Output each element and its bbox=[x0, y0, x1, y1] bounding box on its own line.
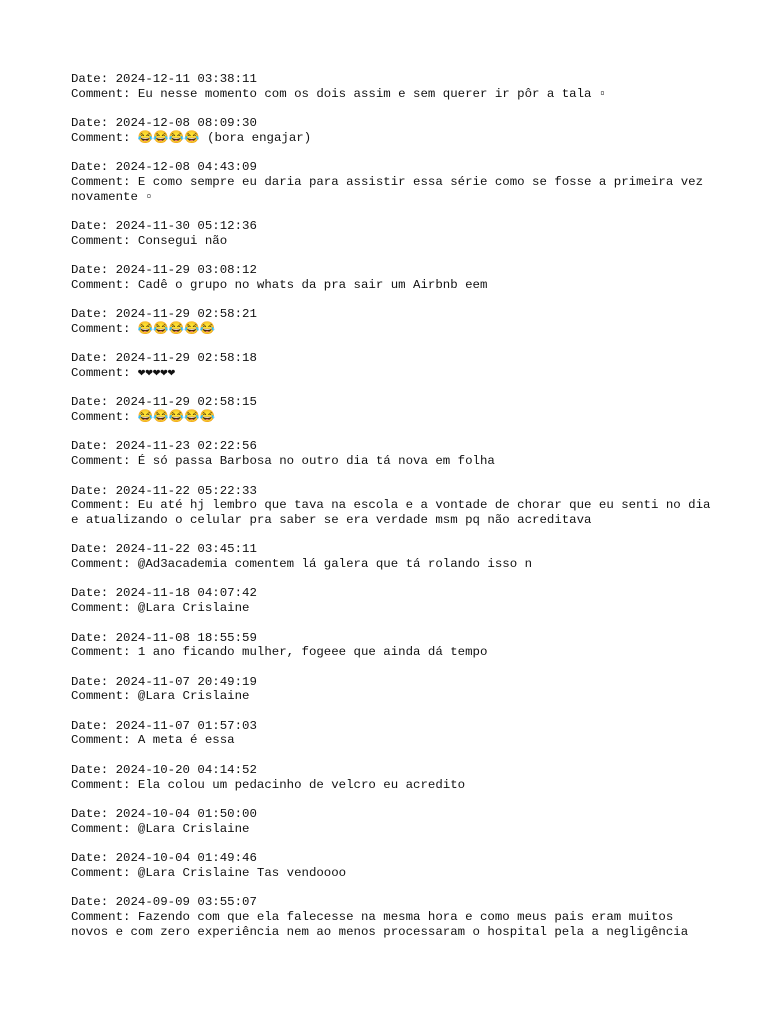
comment-label: Comment: bbox=[71, 86, 138, 101]
comment-text: Consegui não bbox=[137, 233, 228, 248]
comment-entry bbox=[71, 483, 718, 528]
date-label: Date: bbox=[71, 307, 116, 322]
date-value: 2024-12-08 08:09:30 bbox=[115, 116, 257, 131]
comment-entry bbox=[71, 72, 711, 101]
comment-entry bbox=[71, 807, 711, 836]
date-label: Date: bbox=[71, 762, 116, 777]
comment-label: Comment: bbox=[71, 777, 138, 792]
date-value: 2024-11-29 02:58:21 bbox=[115, 307, 257, 322]
date-value: 2024-11-30 05:12:36 bbox=[115, 218, 257, 233]
comment-text: E como sempre eu daria para assistir essa série como se fosse a primeira vez novamente ▫ bbox=[71, 174, 711, 204]
date-value: 2024-11-22 03:45:11 bbox=[115, 542, 257, 557]
date-line bbox=[71, 719, 711, 734]
date-label: Date: bbox=[71, 218, 116, 233]
date-line bbox=[71, 263, 711, 278]
comment-line bbox=[71, 131, 711, 146]
comment-entry bbox=[71, 351, 711, 380]
date-line bbox=[71, 307, 711, 322]
comment-line bbox=[71, 454, 711, 469]
comment-label: Comment: bbox=[71, 909, 138, 924]
date-line bbox=[71, 851, 711, 866]
comment-line bbox=[71, 689, 711, 704]
date-value: 2024-10-04 01:49:46 bbox=[115, 851, 257, 865]
comment-text: @Lara Crislaine bbox=[137, 689, 250, 704]
date-value: 2024-12-08 04:43:09 bbox=[115, 160, 257, 175]
comment-label: Comment: bbox=[71, 689, 138, 704]
comment-line bbox=[71, 733, 711, 748]
date-label: Date: bbox=[71, 542, 116, 557]
comment-line bbox=[71, 322, 711, 337]
comment-entry bbox=[71, 307, 711, 336]
date-line bbox=[71, 675, 711, 690]
date-value: 2024-11-07 20:49:19 bbox=[115, 674, 257, 689]
date-line bbox=[71, 895, 711, 910]
date-label: Date: bbox=[71, 160, 116, 175]
comment-text: Ela colou um pedacinho de velcro eu acredito bbox=[137, 777, 466, 792]
date-value: 2024-11-07 01:57:03 bbox=[115, 718, 257, 733]
comment-line bbox=[71, 866, 711, 881]
comment-line bbox=[71, 410, 711, 425]
comment-text: Eu até hj lembro que tava na escola e a vontade de chorar que eu senti no dia e atualizando o celular pra saber se era verdade msm pq não acreditava bbox=[71, 498, 718, 527]
date-line bbox=[71, 395, 711, 410]
comment-entry bbox=[71, 631, 711, 660]
comment-text: @Lara Crislaine Tas vendoooo bbox=[137, 865, 347, 880]
date-label: Date: bbox=[71, 439, 116, 454]
comment-label: Comment: bbox=[71, 130, 138, 145]
comment-label: Comment: bbox=[71, 601, 138, 616]
date-line bbox=[71, 763, 711, 778]
date-value: 2024-11-29 02:58:18 bbox=[115, 351, 257, 366]
date-label: Date: bbox=[71, 895, 116, 910]
comment-label: Comment: bbox=[71, 321, 138, 336]
comment-log bbox=[71, 72, 718, 954]
comment-label: Comment: bbox=[71, 365, 138, 380]
date-label: Date: bbox=[71, 674, 116, 689]
comment-text: Cadê o grupo no whats da pra sair um Airbnb eem bbox=[137, 277, 488, 292]
comment-text: 😂😂😂😂😂 bbox=[137, 321, 216, 336]
comment-line bbox=[71, 557, 711, 572]
comment-entry bbox=[71, 439, 711, 468]
comment-entry bbox=[71, 586, 711, 615]
comment-text: A meta é essa bbox=[137, 733, 235, 748]
date-line bbox=[71, 219, 711, 234]
comment-text: 😂😂😂😂😂 bbox=[137, 410, 216, 425]
comment-label: Comment: bbox=[71, 454, 138, 469]
date-value: 2024-11-29 03:08:12 bbox=[115, 263, 257, 278]
date-label: Date: bbox=[71, 630, 116, 645]
comment-text: @Lara Crislaine bbox=[137, 601, 250, 616]
date-label: Date: bbox=[71, 851, 116, 865]
date-line bbox=[71, 160, 711, 175]
date-line bbox=[71, 631, 711, 646]
date-value: 2024-11-23 02:22:56 bbox=[115, 439, 257, 454]
comment-line bbox=[71, 778, 711, 793]
comment-label: Comment: bbox=[71, 410, 138, 425]
comment-label: Comment: bbox=[71, 498, 138, 513]
date-value: 2024-11-22 05:22:33 bbox=[115, 483, 257, 498]
date-line bbox=[71, 542, 711, 557]
comment-line bbox=[71, 278, 711, 293]
date-label: Date: bbox=[71, 718, 116, 733]
comment-label: Comment: bbox=[71, 865, 138, 880]
comment-line bbox=[71, 87, 711, 102]
comment-line bbox=[71, 910, 711, 939]
comment-line bbox=[71, 601, 711, 616]
comment-label: Comment: bbox=[71, 233, 138, 248]
comment-label: Comment: bbox=[71, 557, 138, 572]
date-value: 2024-11-29 02:58:15 bbox=[115, 395, 257, 410]
date-line bbox=[71, 807, 711, 822]
date-value: 2024-10-04 01:50:00 bbox=[115, 806, 257, 821]
comment-label: Comment: bbox=[71, 174, 138, 189]
comment-entry bbox=[71, 675, 711, 704]
comment-line bbox=[71, 175, 711, 204]
date-value: 2024-10-20 04:14:52 bbox=[115, 762, 257, 777]
comment-text: Eu nesse momento com os dois assim e sem querer ir pôr a tala ▫ bbox=[137, 86, 607, 101]
comment-entry bbox=[71, 395, 711, 424]
comment-line bbox=[71, 498, 718, 527]
comment-text: 😂😂😂😂 (bora engajar) bbox=[137, 130, 312, 145]
comment-entry bbox=[71, 719, 711, 748]
date-label: Date: bbox=[71, 351, 116, 366]
comment-label: Comment: bbox=[71, 821, 138, 836]
comment-text: @Ad3academia comentem lá galera que tá rolando isso n bbox=[137, 557, 533, 572]
comment-text: Fazendo com que ela falecesse na mesma hora e como meus pais eram muitos novos e com zero experiência nem ao menos processaram o hospital pela a negligência bbox=[71, 909, 689, 939]
date-label: Date: bbox=[71, 395, 116, 410]
date-value: 2024-12-11 03:38:11 bbox=[115, 72, 257, 86]
comment-entry bbox=[71, 160, 711, 204]
comment-entry bbox=[71, 263, 711, 292]
comment-label: Comment: bbox=[71, 277, 138, 292]
comment-text: 1 ano ficando mulher, fogeee que ainda dá tempo bbox=[137, 645, 488, 660]
comment-entry bbox=[71, 219, 711, 248]
comment-text: @Lara Crislaine bbox=[137, 821, 250, 836]
date-line bbox=[71, 439, 711, 454]
comment-entry bbox=[71, 895, 711, 939]
comment-entry bbox=[71, 851, 711, 880]
date-line bbox=[71, 116, 711, 131]
comment-text: ❤❤❤❤❤ bbox=[137, 365, 176, 380]
comment-line bbox=[71, 234, 711, 249]
date-value: 2024-11-18 04:07:42 bbox=[115, 586, 257, 601]
comment-entry bbox=[71, 763, 711, 792]
comment-line bbox=[71, 822, 711, 837]
date-label: Date: bbox=[71, 116, 116, 131]
date-label: Date: bbox=[71, 806, 116, 821]
date-label: Date: bbox=[71, 483, 116, 498]
date-line bbox=[71, 586, 711, 601]
date-value: 2024-09-09 03:55:07 bbox=[115, 895, 257, 910]
comment-entry bbox=[71, 542, 711, 571]
date-label: Date: bbox=[71, 586, 116, 601]
date-value: 2024-11-08 18:55:59 bbox=[115, 630, 257, 645]
comment-entry bbox=[71, 116, 711, 145]
comment-label: Comment: bbox=[71, 733, 138, 748]
comment-label: Comment: bbox=[71, 645, 138, 660]
comment-line bbox=[71, 366, 711, 381]
date-line bbox=[71, 72, 711, 87]
comment-text: É só passa Barbosa no outro dia tá nova em folha bbox=[137, 454, 495, 469]
date-line bbox=[71, 484, 711, 499]
date-label: Date: bbox=[71, 72, 116, 86]
date-label: Date: bbox=[71, 263, 116, 278]
comment-line bbox=[71, 645, 711, 660]
date-line bbox=[71, 351, 711, 366]
